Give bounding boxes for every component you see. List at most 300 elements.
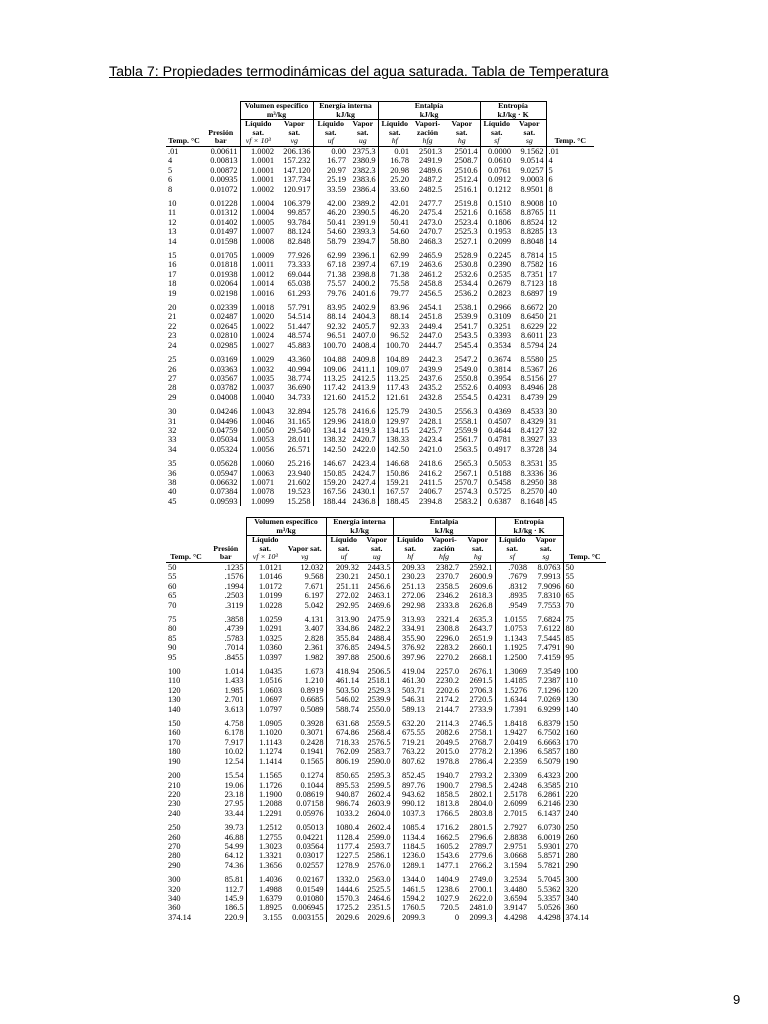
table-cell: 260 — [168, 832, 181, 842]
table-cell: 2283.2 — [436, 643, 460, 653]
table-row — [166, 562, 606, 572]
table-cell: 0.0610 — [488, 156, 512, 166]
table-cell: 25 — [548, 355, 557, 365]
table-cell: 70 — [168, 600, 177, 610]
table-cell: 30 — [548, 407, 557, 417]
table-row — [166, 469, 594, 478]
table-cell: 6.178 — [206, 728, 246, 737]
table-cell: 8.8524 — [513, 218, 546, 227]
table-cell: 51.447 — [276, 322, 313, 331]
table-cell: 1.6344 — [504, 695, 528, 705]
table-cell: 2470.7 — [419, 227, 443, 237]
table-cell: 0.02198 — [202, 289, 240, 298]
table-cell: 3.155 — [263, 912, 282, 922]
table-cell: 461.14 — [335, 676, 360, 686]
table-cell: 2590.0 — [361, 757, 393, 766]
table-cell: 15.258 — [276, 497, 313, 506]
table-cell: 142.50 — [386, 444, 410, 454]
table-cell: 220 — [168, 789, 181, 799]
table-cell: 6.7502 — [529, 728, 563, 737]
table-cell: 120.917 — [276, 185, 313, 194]
table-cell: 546.02 — [335, 695, 360, 705]
table-cell: 36 — [168, 468, 177, 478]
table-cell: 2015.0 — [436, 747, 460, 757]
table-row — [166, 705, 606, 714]
table-cell: 2525.3 — [444, 227, 480, 236]
table-cell: 8.7814 — [513, 246, 546, 260]
table-cell: 2380.9 — [348, 156, 378, 165]
table-cell: 2230.2 — [436, 676, 460, 686]
table-row — [166, 624, 606, 633]
table-cell: 2.6099 — [504, 799, 528, 809]
table-cell: 55 — [168, 572, 177, 582]
table-cell: 33 — [168, 435, 177, 445]
table-cell: 1344.0 — [402, 875, 426, 885]
table-cell: 270 — [565, 841, 579, 851]
table-cell: 1236.0 — [402, 851, 426, 861]
table-cell: 8.4739 — [513, 393, 546, 402]
table-cell: 251.11 — [336, 581, 360, 591]
table-cell: 73.333 — [276, 260, 313, 269]
table-cell: 150 — [168, 719, 181, 729]
table-cell: 6.5857 — [529, 747, 563, 756]
table-cell: 1037.3 — [402, 808, 426, 818]
table-cell: 15 — [548, 251, 557, 261]
table-cell: 1.0040 — [250, 392, 274, 402]
table-cell: 2422.0 — [348, 445, 378, 454]
table-cell: 5 — [548, 165, 553, 175]
table-cell: 2144.7 — [436, 704, 460, 714]
table-cell: 1716.2 — [436, 823, 460, 833]
table-cell: 7.5445 — [529, 634, 563, 643]
table-cell: 272.02 — [335, 591, 360, 601]
table-cell: 1.0325 — [258, 633, 282, 643]
table-row — [166, 156, 594, 165]
table-cell: 2568.4 — [361, 728, 393, 737]
table-cell: 1.0014 — [250, 279, 274, 289]
table-cell: 60 — [565, 581, 574, 591]
table-cell: 852.45 — [402, 771, 426, 781]
table-cell: 1858.5 — [436, 789, 460, 799]
table-cell: 0.6387 — [488, 496, 512, 506]
table-cell: 2404.3 — [348, 312, 378, 321]
table-cell: 1.0037 — [250, 383, 274, 393]
table-cell: 170 — [565, 737, 579, 747]
table-cell: 1.2088 — [258, 799, 282, 809]
table-cell: 1080.4 — [335, 823, 360, 833]
table-cell: 19.523 — [276, 487, 313, 496]
table-cell: 2552.6 — [444, 383, 480, 392]
table-cell: 7.2387 — [529, 676, 563, 685]
table-row — [166, 341, 594, 350]
table-cell: 895.53 — [335, 780, 360, 790]
table-cell: 40 — [548, 487, 557, 497]
table-cell: .2503 — [206, 591, 246, 600]
table-cell: 1.0435 — [258, 667, 282, 677]
table-cell: 1.2755 — [258, 832, 282, 842]
table-cell: 95 — [565, 652, 574, 662]
table-cell: 2296.0 — [436, 633, 460, 643]
table-cell: 2416.6 — [348, 402, 378, 416]
table-cell: 2382.7 — [436, 562, 460, 572]
table-cell: 6.197 — [284, 591, 326, 600]
table-cell: 69.044 — [276, 270, 313, 279]
table-cell: 2375.3 — [348, 146, 378, 156]
table-cell: 129.97 — [386, 416, 410, 426]
table-cell: 8.3728 — [513, 445, 546, 454]
table-cell: 0.4369 — [488, 407, 512, 417]
table-cell: 2798.5 — [461, 781, 495, 790]
table-cell: 200 — [168, 771, 181, 781]
table-cell: 8.4127 — [513, 426, 546, 435]
table-cell: 2706.3 — [461, 686, 495, 695]
table-cell: 5.8571 — [529, 851, 563, 860]
table-cell: 9.0257 — [513, 166, 546, 175]
table-cell: 0.03363 — [202, 365, 240, 374]
table-cell: 2599.0 — [361, 833, 393, 842]
table-cell: 50 — [565, 562, 574, 572]
table-cell: 2423.4 — [348, 454, 378, 468]
table-cell: 8.2570 — [513, 487, 546, 496]
table-cell: 113.25 — [323, 373, 347, 383]
table-row — [166, 417, 594, 426]
table-cell: 0.05976 — [284, 809, 326, 818]
table-cell: 1.7391 — [504, 704, 528, 714]
table-cell: 313.93 — [402, 615, 426, 624]
table-cell: 2749.0 — [461, 870, 495, 884]
table-cell: 104.89 — [386, 355, 410, 365]
table-cell: 7.1296 — [529, 686, 563, 695]
table-cell: 33.44 — [206, 809, 246, 818]
table-cell: 2525.5 — [361, 885, 393, 894]
table-cell: 2.8838 — [504, 832, 528, 842]
table-cell: 90 — [565, 643, 574, 653]
table-cell: 2464.6 — [361, 894, 393, 903]
table-cell: 2660.1 — [461, 643, 495, 652]
table-cell: 2501.4 — [444, 146, 480, 156]
table-cell: 2419.3 — [348, 426, 378, 435]
table-cell: 1.0027 — [250, 340, 274, 350]
table-cell: 19 — [168, 288, 177, 298]
table-cell: 2029.6 — [335, 912, 360, 922]
table-cell: 1.0008 — [250, 236, 274, 246]
table-cell: 0.4644 — [488, 425, 512, 435]
table-cell: 129.96 — [322, 416, 347, 426]
table-cell: 2602.4 — [361, 818, 393, 832]
table-cell: 2549.0 — [444, 365, 480, 374]
vg-header: Vapor sat. vg — [284, 536, 326, 563]
table-cell: 2442.3 — [419, 355, 443, 365]
table-cell: 50.41 — [327, 217, 347, 227]
table-row — [166, 695, 606, 704]
table-cell: 7.6824 — [529, 610, 563, 624]
table-cell: 16 — [168, 260, 177, 270]
table-cell: 2450.1 — [361, 572, 393, 581]
table-cell: 1.0016 — [250, 288, 274, 298]
table-cell: 0.2428 — [284, 738, 326, 747]
table-cell: 1570.3 — [335, 893, 360, 903]
table-row — [166, 331, 594, 340]
uf-header: Líquido sat. uf — [326, 536, 361, 563]
table-row — [166, 885, 606, 894]
table-cell: 1184.5 — [402, 841, 426, 851]
table-cell: 1.8418 — [504, 719, 528, 729]
table-cell: 0.02985 — [202, 341, 240, 350]
table-cell: 1813.8 — [436, 799, 460, 809]
table-cell: 807.62 — [402, 756, 426, 766]
volume-group-header: Volumen específico m³/kg — [246, 518, 326, 536]
table-row — [166, 383, 594, 392]
table-cell: 2416.2 — [419, 468, 443, 478]
table-cell: 2766.2 — [461, 861, 495, 870]
table-row — [166, 747, 606, 756]
table-cell: 6.8379 — [529, 714, 563, 728]
table-cell: 2532.6 — [444, 270, 480, 279]
table-cell: 0.01818 — [202, 260, 240, 269]
table-cell: 45.883 — [276, 341, 313, 350]
table-cell: 7.8310 — [529, 591, 563, 600]
table-row — [166, 634, 606, 643]
table-cell: 65 — [168, 591, 177, 601]
table-cell: 0.3534 — [488, 340, 512, 350]
table-cell: 190 — [565, 756, 579, 766]
table-cell: 1.0035 — [250, 373, 274, 383]
table-cell: 986.74 — [335, 799, 360, 809]
table-cell: 940.87 — [335, 789, 360, 799]
table-cell: 2383.6 — [348, 175, 378, 184]
table-cell: 2428.1 — [419, 416, 443, 426]
table-row — [166, 260, 594, 269]
table-cell: 1.0121 — [258, 562, 282, 572]
table-cell: .7038 — [508, 562, 528, 572]
table-cell: 2386.4 — [348, 185, 378, 194]
table-cell: 16.78 — [390, 156, 410, 166]
table-cell: 36.690 — [276, 383, 313, 392]
table-cell: 8.9008 — [513, 194, 546, 208]
table-cell: 85 — [168, 633, 177, 643]
table-cell: 1027.9 — [436, 893, 460, 903]
table-cell: 1760.5 — [402, 903, 426, 913]
table-cell: 2567.1 — [444, 469, 480, 478]
table-cell: 33.59 — [327, 184, 347, 194]
table-cell: 34.733 — [276, 393, 313, 402]
table-row — [166, 487, 594, 496]
table-cell: 20.97 — [327, 165, 347, 175]
table-cell: 2609.6 — [461, 582, 495, 591]
table-cell: 32 — [168, 425, 177, 435]
table-cell: 83.96 — [390, 303, 410, 313]
table-cell: 5.5362 — [529, 885, 563, 894]
table-row — [166, 426, 594, 435]
table-cell: 2456.5 — [419, 288, 443, 298]
table-cell: 0.05947 — [202, 469, 240, 478]
table-cell: 418.94 — [335, 667, 360, 677]
table-cell: 2545.4 — [444, 341, 480, 350]
table-cell: 220.9 — [206, 913, 246, 922]
table-cell: 1.0011 — [251, 260, 274, 270]
table-cell: 42.00 — [327, 199, 347, 208]
table-cell: 1.0053 — [250, 435, 274, 445]
table-cell: 1.3069 — [504, 667, 528, 677]
table-cell: 0 — [454, 912, 460, 922]
table-cell: 1.0797 — [258, 704, 282, 714]
table-cell: 1134.4 — [402, 832, 426, 842]
table-cell: 2529.3 — [361, 686, 393, 695]
table-cell: 45 — [548, 496, 557, 506]
table-cell: 8.7351 — [513, 270, 546, 279]
table-cell: 2.701 — [206, 695, 246, 704]
table-cell: 719.21 — [402, 737, 426, 747]
table-row — [166, 643, 606, 652]
table-cell: 7.0269 — [529, 695, 563, 704]
table-cell: 0.0000 — [488, 146, 512, 156]
table-cell: 2461.2 — [419, 269, 443, 279]
table-cell: 7.6122 — [529, 624, 563, 633]
table-cell: 104.88 — [322, 355, 347, 365]
table-cell: 2437.6 — [419, 373, 443, 383]
table-cell: 0.5458 — [488, 477, 512, 487]
table-cell: 1978.8 — [436, 756, 460, 766]
table-cell: 2550.8 — [444, 374, 480, 383]
table-row — [166, 861, 606, 870]
table-row — [166, 166, 594, 175]
table-cell: 39.73 — [206, 818, 246, 832]
table-cell: 138.32 — [322, 435, 347, 445]
table-cell: 110 — [565, 676, 578, 686]
table-cell: 9.1562 — [513, 146, 546, 156]
table-cell: 36 — [548, 468, 557, 478]
table-cell: 9.0003 — [513, 175, 546, 184]
table-cell: 45 — [168, 496, 177, 506]
table-cell: 2405.7 — [348, 322, 378, 331]
table-cell: 9.568 — [284, 572, 326, 581]
table-cell: 62.99 — [390, 251, 410, 261]
table-cell: 2700.1 — [461, 885, 495, 894]
table-cell: 5.7045 — [529, 870, 563, 884]
table-cell: 1.4036 — [258, 875, 282, 885]
table-cell: 138.33 — [386, 435, 410, 445]
table-cell: 2425.7 — [419, 425, 443, 435]
table-row — [166, 185, 594, 194]
table-cell: 1128.4 — [336, 832, 360, 842]
table-cell: 6.4323 — [529, 766, 563, 780]
table-cell: 7.3549 — [529, 662, 563, 676]
table-cell: 109.06 — [322, 364, 347, 374]
table-cell: 0.3814 — [488, 364, 512, 374]
table-cell: 1.4185 — [504, 676, 528, 686]
table-cell: 28 — [548, 383, 557, 393]
table-cell: 2394.8 — [419, 496, 443, 506]
table-cell: 2.0419 — [504, 737, 528, 747]
table-cell: 300 — [168, 875, 181, 885]
table-cell: 2481.0 — [461, 903, 495, 912]
table-cell: 8.5367 — [513, 365, 546, 374]
table-cell: 1085.4 — [402, 823, 426, 833]
table-cell: 2600.9 — [461, 572, 495, 581]
table-row — [166, 738, 606, 747]
table-cell: 200 — [565, 771, 579, 781]
table-cell: 0.3928 — [284, 714, 326, 728]
table-cell: 2.5178 — [504, 789, 528, 799]
table-cell: 5.0526 — [529, 903, 563, 912]
table-cell: 188.45 — [386, 496, 410, 506]
table-cell: 54.99 — [206, 842, 246, 851]
table-row — [166, 322, 594, 331]
table-cell: 100 — [168, 667, 181, 677]
table-row — [166, 662, 606, 676]
table-cell: 0.01072 — [202, 185, 240, 194]
table-cell: 15 — [168, 251, 177, 261]
table-cell: 0.01 — [394, 146, 410, 156]
table-cell: 2.4248 — [504, 780, 528, 790]
table-cell: 2463.6 — [419, 260, 443, 270]
hfg-header: Vapori- zación hfg — [427, 536, 461, 563]
table-cell: 2488.4 — [361, 634, 393, 643]
table-cell: 1.0753 — [504, 624, 528, 634]
table-cell: 2.7927 — [504, 823, 528, 833]
table-cell: 2397.4 — [348, 260, 378, 269]
table-cell: 40.994 — [276, 365, 313, 374]
table-cell: 112.7 — [206, 885, 246, 894]
table-cell: 2643.7 — [461, 624, 495, 633]
temp-header-right: Temp. °C — [563, 536, 606, 563]
table-cell: 2482.5 — [419, 184, 443, 194]
table-cell: 2779.6 — [461, 851, 495, 860]
table-cell: 58.79 — [327, 236, 347, 246]
table-cell: 14 — [168, 236, 177, 246]
table-cell: 0.2966 — [488, 303, 512, 313]
table-cell: 2559.5 — [361, 714, 393, 728]
table-cell: 674.86 — [335, 728, 360, 738]
table-cell: 2.361 — [284, 643, 326, 652]
table-cell: 8.6450 — [513, 312, 546, 321]
table-cell: 13 — [168, 227, 177, 237]
table-cell: 58.80 — [390, 236, 410, 246]
table-cell: 11 — [168, 208, 177, 218]
table-cell: 0.02167 — [284, 870, 326, 884]
table-cell: 65.038 — [276, 279, 313, 288]
table-cell: .3119 — [206, 601, 246, 610]
table-cell: 1177.4 — [336, 841, 360, 851]
vf-header: Líquido sat. vf × 10³ — [246, 536, 284, 563]
table-cell: 1.0060 — [250, 459, 274, 469]
table-cell: 1.0032 — [250, 364, 274, 374]
table-cell: 83.95 — [327, 303, 347, 313]
table-cell: 1.0004 — [250, 199, 274, 208]
table-cell: 21 — [548, 312, 557, 322]
table-cell: 2.3309 — [504, 771, 528, 781]
table-cell: 10.02 — [206, 747, 246, 756]
table-cell: 25.216 — [276, 454, 313, 468]
hg-header: Vapor sat. hg — [444, 120, 480, 147]
table-cell: 7.7553 — [529, 601, 563, 610]
table-cell: 1.0043 — [250, 407, 274, 417]
table-cell: 1.3656 — [258, 860, 282, 870]
table-cell: 0.04221 — [284, 833, 326, 842]
table-cell: 897.76 — [402, 780, 426, 790]
table-cell: 23.940 — [276, 469, 313, 478]
table-cell: 1.0007 — [250, 227, 274, 237]
table-cell: 31 — [168, 416, 177, 426]
hf-header: Líquido sat. hf — [378, 120, 411, 147]
table-cell: 120 — [565, 685, 579, 695]
table-cell: 20 — [548, 303, 557, 313]
table-cell: .3858 — [206, 610, 246, 624]
table-cell: 0.02810 — [202, 331, 240, 340]
table-cell: 8 — [548, 184, 553, 194]
table-cell: 3.6594 — [504, 893, 528, 903]
table-cell: 210 — [565, 780, 579, 790]
